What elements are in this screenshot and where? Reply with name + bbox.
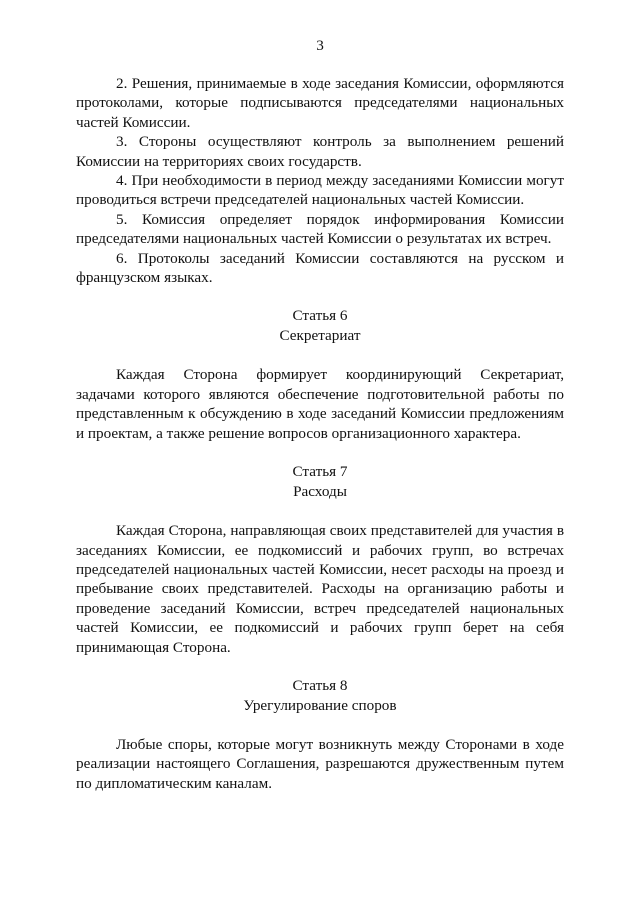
paragraph-2: 2. Решения, принимаемые в ходе заседания Комиссии, оформляются протоколами, которые подписываются председателями национальных частей Комиссии. (76, 75, 564, 131)
article-7-number: Статья 7 (292, 463, 348, 481)
article-7 (76, 462, 564, 657)
article-7-text: Каждая Сторона, направляющая своих представителей для участия в заседаниях Комиссии, ее подкомиссий и рабочих групп, во встречах председателей национальных частей Комиссии, несет расходы на проезд и пребывание своих представителей. Расходы на организацию работы и проведение заседаний Комиссии, встреч председателей национальных частей Комиссии, ее подкомиссий и рабочих групп берет на себя принимающая Сторона. (76, 522, 564, 656)
article-8 (76, 676, 564, 793)
article-8-text: Любые споры, которые могут возникнуть между Сторонами в ходе реализации настоящего Соглашения, разрешаются дружественным путем по дипломатическим каналам. (76, 735, 564, 792)
article-8-number: Статья 8 (292, 676, 348, 694)
document-page (76, 36, 564, 793)
article-6-title: Секретариат (279, 327, 361, 345)
article-6 (76, 306, 564, 443)
article-6-text: Каждая Сторона формирует координирующий Секретариат, задачами которого являются обеспечение подготовительной работы по представленным к обсуждению в ходе заседаний Комиссии предложениям и проектам, а также решение вопросов организационного характера. (76, 366, 564, 442)
article-6-number: Статья 6 (292, 307, 348, 325)
paragraph-3: 3. Стороны осуществляют контроль за выполнением решений Комиссии на территориях своих государств. (76, 133, 564, 170)
paragraph-5: 5. Комиссия определяет порядок информирования Комиссии председателями национальных частей Комиссии о результатах их встреч. (76, 210, 564, 248)
article-8-title: Урегулирование споров (243, 696, 397, 714)
paragraph-6: 6. Протоколы заседаний Комиссии составляются на русском и французском языках. (76, 249, 564, 287)
page-number: 3 (316, 37, 324, 54)
intro-section (76, 74, 564, 287)
paragraph-4: 4. При необходимости в период между заседаниями Комиссии могут проводиться встречи председателей национальных частей Комиссии. (76, 172, 564, 209)
article-7-title: Расходы (293, 483, 347, 501)
